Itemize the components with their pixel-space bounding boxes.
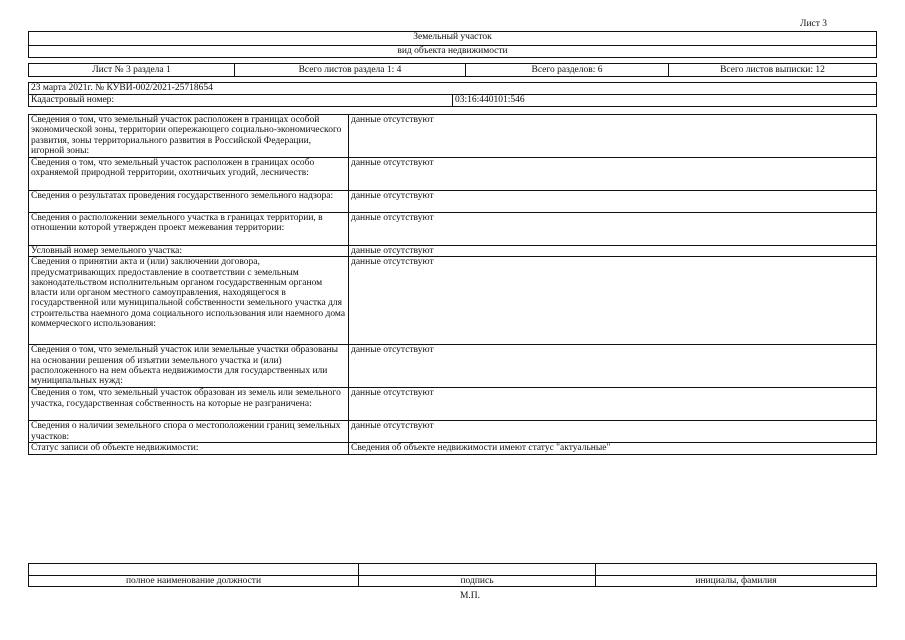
row-label: Статус записи об объекте недвижимости: (29, 443, 349, 454)
object-type-box (28, 31, 877, 58)
name-field (596, 564, 877, 576)
table-row (29, 388, 877, 421)
table-row (29, 443, 877, 454)
row-value: данные отсутствуют (349, 246, 877, 257)
table-row (29, 421, 877, 443)
section-sheets-total: Всего листов раздела 1: 4 (235, 64, 466, 77)
row-label: Условный номер земельного участка: (29, 246, 349, 257)
row-value: Сведения об объекте недвижимости имеют статус "актуальные" (349, 443, 877, 454)
records-table (28, 114, 877, 455)
row-value: данные отсутствуют (349, 345, 877, 388)
sections-total: Всего разделов: 6 (466, 64, 669, 77)
row-label: Сведения о принятии акта и (или) заключении договора, предусматривающих предоставление в соответствии с земельным законодательством исполнительным органом государственным органом власти или органом местного самоуправления, находящегося в государственной или муниципальной собственности земельного участка для строительства наемного дома социального использования или наемного дома коммерческого использования: (29, 257, 349, 345)
seal-caption: М.П. (459, 591, 481, 601)
extract-sheets-total: Всего листов выписки: 12 (669, 64, 877, 77)
table-row (29, 257, 877, 345)
table-row (29, 345, 877, 388)
position-caption: полное наименование должности (29, 576, 359, 587)
table-row (29, 115, 877, 158)
table-row (29, 158, 877, 191)
row-label: Сведения о том, что земельный участок или земельные участки образованы на основании решения об изъятии земельного участка и (или) расположенного на нем объекта недвижимости для государственных или муниципальных нужд: (29, 345, 349, 388)
table-row (29, 213, 877, 246)
row-value: данные отсутствуют (349, 388, 877, 421)
table-row (29, 246, 877, 257)
page-number-label: Лист 3 (800, 19, 828, 29)
row-label: Сведения о результатах проведения государственного земельного надзора: (29, 191, 349, 213)
cadastral-label: Кадастровый номер: (29, 95, 453, 107)
row-value: данные отсутствуют (349, 191, 877, 213)
position-field (29, 564, 359, 576)
signature-caption: подпись (359, 576, 596, 587)
sheet-number: Лист № 3 раздела 1 (29, 64, 235, 77)
table-row (29, 191, 877, 213)
name-caption: инициалы, фамилия (596, 576, 877, 587)
date-number: 23 марта 2021г. № КУВИ-002/2021-25718654 (29, 83, 877, 95)
row-label: Сведения о том, что земельный участок расположен в границах особо охраняемой природной территории, охотничьих угодий, лесничеств: (29, 158, 349, 191)
sheet-info-row (28, 63, 877, 77)
row-value: данные отсутствуют (349, 115, 877, 158)
row-value: данные отсутствуют (349, 257, 877, 345)
doc-info-table (28, 82, 877, 107)
row-value: данные отсутствуют (349, 421, 877, 443)
object-type-title: Земельный участок (29, 32, 876, 46)
row-value: данные отсутствуют (349, 213, 877, 246)
row-value: данные отсутствуют (349, 158, 877, 191)
signature-field (359, 564, 596, 576)
row-label: Сведения о расположении земельного участка в границах территории, в отношении которой утвержден проект межевания территории: (29, 213, 349, 246)
row-label: Сведения о наличии земельного спора о местоположении границ земельных участков: (29, 421, 349, 443)
row-label: Сведения о том, что земельный участок расположен в границах особой экономической зоны, территории опережающего социально-экономического развития, зоны территориального развития в Российской Федерации, игорной зоны: (29, 115, 349, 158)
signature-table (28, 563, 877, 587)
row-label: Сведения о том, что земельный участок образован из земель или земельного участка, государственная собственность на которые не разграничена: (29, 388, 349, 421)
cadastral-value: 03:16:440101:546 (453, 95, 877, 107)
object-type-caption: вид объекта недвижимости (397, 46, 508, 56)
